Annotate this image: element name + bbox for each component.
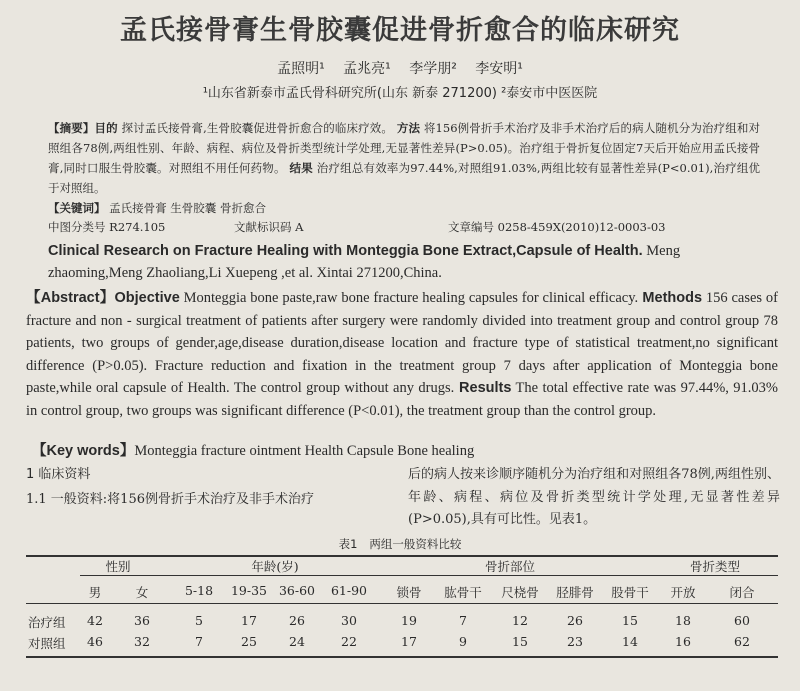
table-cell: 7 [195, 634, 203, 649]
table-cell: 15 [512, 634, 528, 649]
table-number: 表1 [338, 537, 358, 551]
table-cell: 19 [401, 613, 417, 628]
table-column-header: 胫腓骨 [556, 585, 594, 600]
table-cell: 15 [622, 613, 638, 628]
table-cell: 23 [567, 634, 583, 649]
table-cell: 36 [134, 613, 150, 628]
table-cell: 24 [289, 634, 305, 649]
table-row-label: 治疗组 [28, 615, 66, 630]
table-cell: 26 [289, 613, 305, 628]
abstract-cn-results: 治疗组总有效率为97.44%,对照组91.03%,两组比较有显著性差异(P<0.01),治疗组优于对照组。 [48, 161, 761, 195]
keywords-en-text: Monteggia fracture ointment Health Capsule Bone healing [134, 443, 475, 459]
table-column-header: 股骨干 [611, 585, 649, 600]
table-column-header: 5-18 [184, 583, 214, 598]
abstract-en-methods: 156 cases of fracture and non - surgical treatment of patients after surgery were randomly divided into treatment group and control group 78 patients, two groups of gender,age,disease duration,disease location and fracture type of statistical treatment,no significant difference (P>0.05). Fracture reduction and fixation in the treatment group 7 days after application of Monteggia bone paste,while oral capsule of Health. The control group without any drugs. [26, 290, 778, 396]
abstract-cn-methods: 将156例骨折手术治疗及非手术治疗后的病人随机分为治疗组和对照组各78例,两组性别、年龄、病程、病位及骨折类型统计学处理,无显著性差异(P>0.05)。治疗组于骨折复位固定7天后开始应用孟氏接骨膏,同时口服生骨胶囊。对照组不用任何药物。 [48, 121, 761, 175]
table-cell: 12 [512, 613, 528, 628]
table-caption [0, 536, 800, 552]
abstract-cn [48, 118, 760, 198]
table-cell: 26 [567, 613, 583, 628]
keywords-en [32, 441, 772, 461]
section-heading: 1 临床资料 [26, 467, 91, 482]
abstract-cn-label: 【摘要】目的 [48, 121, 118, 135]
keywords-cn [48, 199, 760, 217]
english-title-bold: Clinical Research on Fracture Healing with Monteggia Bone Extract,Capsule of Health. [48, 243, 643, 259]
table-cell: 32 [134, 634, 150, 649]
table-column-header: 尺桡骨 [501, 585, 539, 600]
table-column-header: 男 [88, 585, 102, 600]
keywords-cn-text: 孟氏接骨膏 生骨胶囊 骨折愈合 [109, 201, 266, 215]
table-rule [80, 575, 778, 576]
abstract-en-results-label: Results [454, 380, 512, 396]
table-cell: 22 [341, 634, 357, 649]
table-cell: 25 [241, 634, 257, 649]
table-cell: 42 [87, 613, 103, 628]
table-column-header: 闭合 [729, 585, 755, 600]
table-cell: 7 [459, 613, 467, 628]
abstract-en [26, 287, 778, 422]
table-cell: 30 [341, 613, 357, 628]
table-cell: 17 [401, 634, 417, 649]
table-rule [26, 603, 778, 604]
document-code: 文献标识码 A [234, 220, 304, 234]
right-column-text: 后的病人按来诊顺序随机分为治疗组和对照组各78例,两组性别、年龄、病程、病位及骨折类型统计学处理,无显著性差异(P>0.05),具有可比性。见表1。 [408, 467, 780, 527]
table-cell: 17 [241, 613, 257, 628]
table-cell: 16 [675, 634, 691, 649]
authors: 孟照明¹ 孟兆亮¹ 李学朋² 李安明¹ [277, 61, 523, 77]
table-row-label: 对照组 [28, 636, 66, 651]
abstract-cn-objective: 探讨孟氏接骨膏,生骨胶囊促进骨折愈合的临床疗效。 [121, 121, 394, 135]
abstract-en-results: The total effective rate was 97.44%, 91.03% in control group, two groups was significant difference (P<0.01), the treatment group than the control group. [26, 380, 778, 419]
table-cell: 14 [622, 634, 638, 649]
article-number: 文章编号 0258-459X(2010)12-0003-03 [448, 220, 666, 234]
keywords-en-label: 【Key words】 [32, 443, 135, 459]
keywords-cn-label: 【关键词】 [48, 201, 106, 215]
abstract-en-objective: Monteggia bone paste,raw bone fracture healing capsules for clinical efficacy. [179, 290, 639, 306]
table-column-header: 开放 [670, 585, 696, 600]
table-column-header: 19-35 [230, 583, 268, 598]
table-rule [26, 656, 778, 658]
table-cell: 5 [195, 613, 203, 628]
table-column-header: 锁骨 [396, 585, 422, 600]
classification-number: 中图分类号 R274.105 [48, 220, 166, 234]
abstract-cn-results-label: 结果 [289, 161, 313, 175]
affiliation: ¹山东省新泰市孟氏骨科研究所(山东 新泰 271200) ²泰安市中医医院 [202, 86, 598, 101]
abstract-en-methods-label: Methods [638, 290, 703, 306]
table-cell: 18 [675, 613, 691, 628]
table-cell: 9 [459, 634, 467, 649]
abstract-en-label: 【Abstract】Objective [26, 290, 180, 306]
table-group-header: 年龄(岁) [251, 559, 299, 574]
table-column-header: 女 [135, 585, 149, 600]
table-group-header: 骨折类型 [689, 559, 741, 574]
table-rule [26, 555, 778, 557]
table-cell: 62 [734, 634, 750, 649]
section-1-1: 1.1 一般资料:将156例骨折手术治疗及非手术治疗 [26, 492, 314, 507]
table-column-header: 肱骨干 [444, 585, 482, 600]
abstract-cn-methods-label: 方法 [396, 121, 421, 135]
table-column-header: 36-60 [278, 583, 316, 598]
table-title: 两组一般资料比较 [369, 537, 462, 551]
table-group-header: 性别 [105, 559, 131, 574]
article-title: 孟氏接骨膏生骨胶囊促进骨折愈合的临床研究 [120, 15, 680, 46]
table-cell: 46 [87, 634, 103, 649]
english-title-authors: Meng zhaoming,Meng Zhaoliang,Li Xuepeng ,et al. Xintai 271200,China. [48, 243, 681, 281]
english-title [48, 240, 774, 284]
table-group-header: 骨折部位 [484, 559, 536, 574]
table-column-header: 61-90 [330, 583, 368, 598]
table-cell: 60 [734, 613, 750, 628]
